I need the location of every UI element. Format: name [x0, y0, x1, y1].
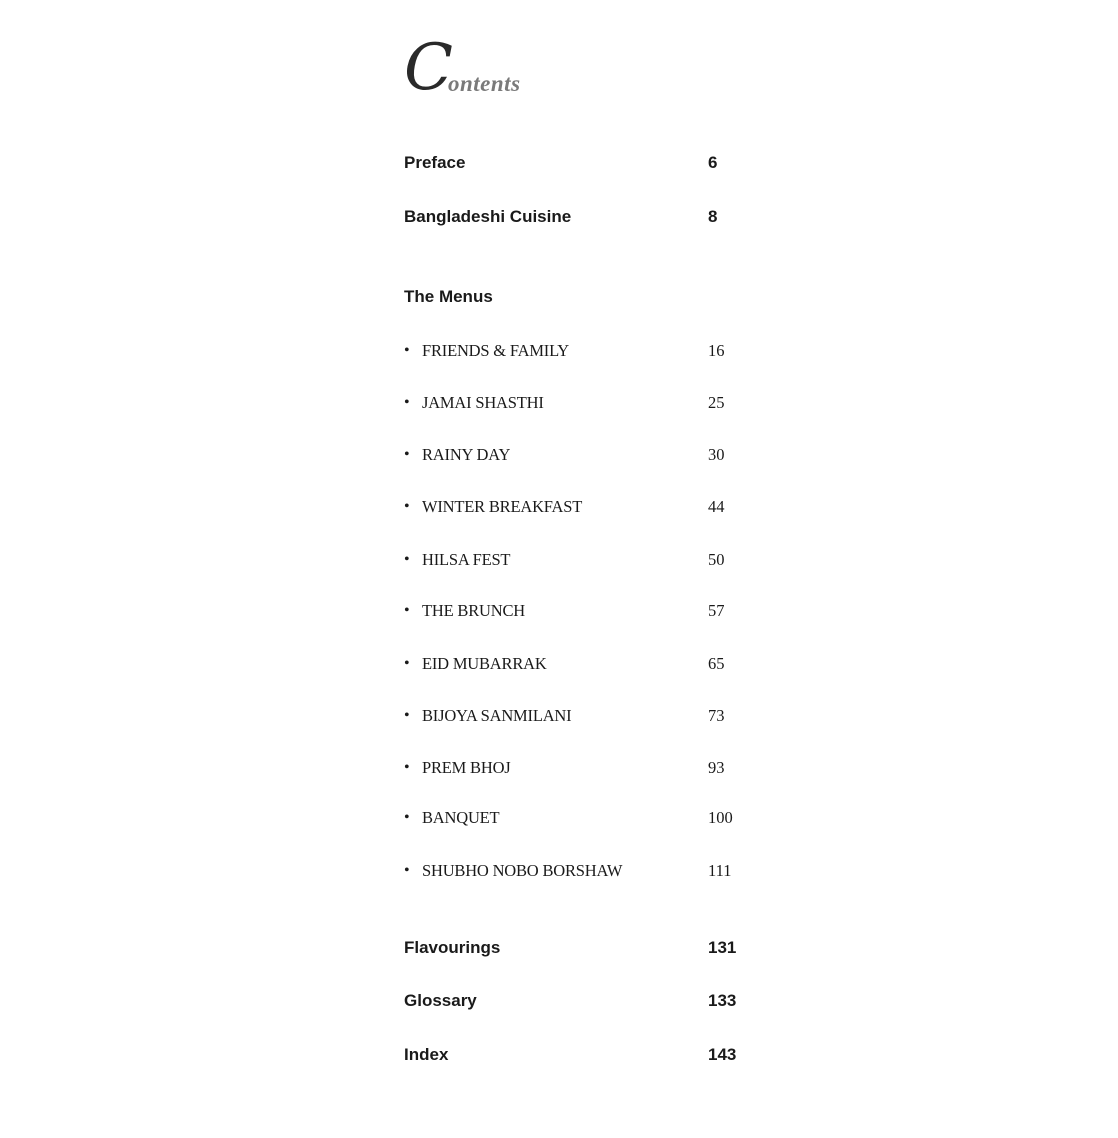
title-initial: C: [404, 31, 453, 105]
toc-menu-item-page: 30: [708, 445, 725, 464]
toc-entry-glossary[interactable]: [404, 989, 804, 1013]
toc-entry-flavourings[interactable]: [404, 936, 804, 960]
bullet-icon: •: [404, 809, 410, 826]
toc-menu-item-label: FRIENDS & FAMILY: [422, 341, 570, 360]
toc-menu-item-page: 50: [708, 550, 725, 569]
toc-menu-item-label: THE BRUNCH: [422, 601, 525, 620]
toc-menu-item-eid-mubarrak[interactable]: [404, 652, 804, 676]
page-title: [404, 31, 624, 108]
bullet-icon: •: [404, 394, 410, 411]
toc-menu-item-label: BIJOYA SANMILANI: [422, 706, 572, 725]
toc-entry-label: Flavourings: [404, 938, 501, 957]
bullet-icon: •: [404, 342, 410, 359]
bullet-icon: •: [404, 655, 410, 672]
toc-entry-label: Preface: [404, 153, 466, 172]
toc-entry-index[interactable]: [404, 1043, 804, 1067]
toc-menu-item-hilsa-fest[interactable]: [404, 548, 804, 572]
toc-entry-page: 131: [708, 938, 737, 957]
bullet-icon: •: [404, 602, 410, 619]
toc-menu-item-page: 25: [708, 393, 725, 412]
toc-menu-item-label: RAINY DAY: [422, 445, 511, 464]
section-heading-label: The Menus: [404, 287, 493, 306]
toc-entry-label: Index: [404, 1045, 449, 1064]
section-heading-menus: [404, 285, 804, 309]
toc-menu-item-page: 100: [708, 808, 733, 827]
toc-menu-item-page: 111: [708, 861, 732, 880]
bullet-icon: •: [404, 446, 410, 463]
toc-menu-item-page: 73: [708, 706, 725, 725]
toc-entry-page: 133: [708, 991, 737, 1010]
toc-menu-item-banquet[interactable]: [404, 806, 804, 830]
toc-menu-item-page: 44: [708, 497, 725, 516]
toc-menu-item-the-brunch[interactable]: [404, 599, 804, 623]
toc-menu-item-page: 16: [708, 341, 725, 360]
toc-menu-item-page: 93: [708, 758, 725, 777]
toc-menu-item-shubho-nobo-borshaw[interactable]: [404, 859, 804, 883]
bullet-icon: •: [404, 551, 410, 568]
bullet-icon: •: [404, 862, 410, 879]
bullet-icon: •: [404, 759, 410, 776]
toc-menu-item-rainy-day[interactable]: [404, 443, 804, 467]
toc-entry-label: Bangladeshi Cuisine: [404, 207, 572, 226]
toc-menu-item-page: 57: [708, 601, 725, 620]
toc-menu-item-label: WINTER BREAKFAST: [422, 497, 583, 516]
toc-menu-item-bijoya-sanmilani[interactable]: [404, 704, 804, 728]
toc-menu-item-label: PREM BHOJ: [422, 758, 511, 777]
bullet-icon: •: [404, 498, 410, 515]
toc-entry-preface[interactable]: [404, 151, 804, 175]
toc-entry-page: 143: [708, 1045, 737, 1064]
toc-menu-item-page: 65: [708, 654, 725, 673]
toc-menu-item-label: HILSA FEST: [422, 550, 511, 569]
toc-entry-page: 6: [708, 153, 718, 172]
toc-entry-bangladeshi-cuisine[interactable]: [404, 205, 804, 229]
toc-entry-page: 8: [708, 207, 718, 226]
toc-menu-item-label: BANQUET: [422, 808, 500, 827]
toc-menu-item-friends-family[interactable]: [404, 339, 804, 363]
toc-menu-item-label: EID MUBARRAK: [422, 654, 547, 673]
toc-menu-item-label: JAMAI SHASTHI: [422, 393, 544, 412]
toc-menu-item-winter-breakfast[interactable]: [404, 495, 804, 519]
bullet-icon: •: [404, 707, 410, 724]
toc-entry-label: Glossary: [404, 991, 477, 1010]
title-rest: ontents: [448, 71, 521, 96]
toc-menu-item-jamai-shasthi[interactable]: [404, 391, 804, 415]
toc-menu-item-prem-bhoj[interactable]: [404, 756, 804, 780]
toc-menu-item-label: SHUBHO NOBO BORSHAW: [422, 861, 623, 880]
